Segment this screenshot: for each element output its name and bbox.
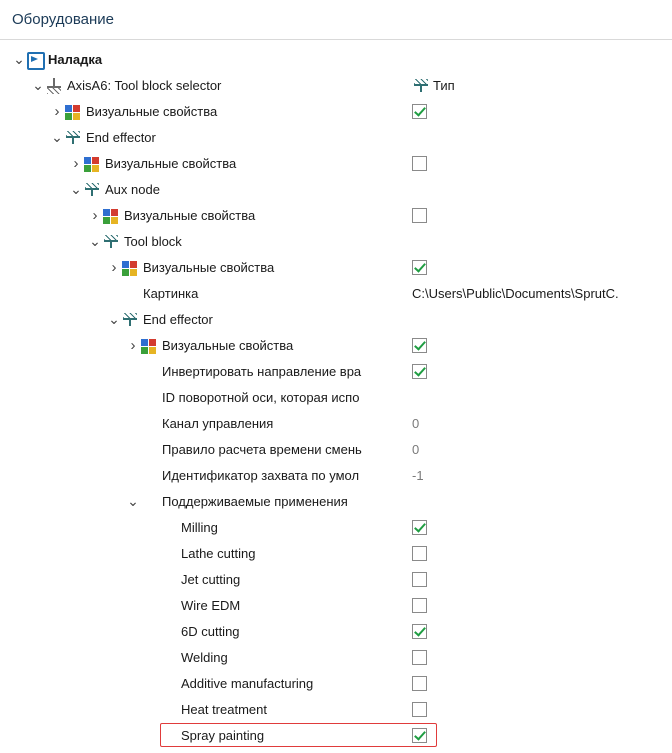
tree-row-label: Heat treatment xyxy=(181,701,267,717)
tree-row[interactable] xyxy=(0,124,672,150)
tree-row-value xyxy=(412,72,455,98)
tree-row-label: Wire EDM xyxy=(181,597,241,613)
tree-row[interactable] xyxy=(0,228,672,254)
tree-row[interactable] xyxy=(0,722,672,748)
tree-row-value[interactable] xyxy=(412,592,427,618)
color-square xyxy=(130,261,137,268)
twisty-spacer xyxy=(145,618,159,644)
tree-row-label: Aux node xyxy=(105,181,160,197)
twisty-spacer xyxy=(145,696,159,722)
tree-row-value[interactable] xyxy=(412,514,427,540)
checkbox-checked[interactable] xyxy=(412,520,427,535)
tree-row[interactable] xyxy=(0,566,672,592)
tree-row-value[interactable] xyxy=(412,410,419,436)
checkbox-checked[interactable] xyxy=(412,728,427,743)
tree-row-label: Визуальные свойства xyxy=(162,337,294,353)
tree-row-label: End effector xyxy=(143,311,213,327)
chevron-down-icon[interactable]: ⌄ xyxy=(108,311,120,327)
panel-header xyxy=(0,0,672,40)
effector-icon xyxy=(121,310,139,328)
tree-row-label-cell[interactable] xyxy=(0,124,156,150)
color-square xyxy=(73,113,80,120)
checkbox-checked[interactable] xyxy=(412,364,427,379)
spacer-icon xyxy=(159,700,177,718)
tree-row-value[interactable] xyxy=(412,670,427,696)
spacer-icon xyxy=(159,674,177,692)
tree-row-value[interactable] xyxy=(412,254,427,280)
color-square xyxy=(84,165,91,172)
spacer-icon xyxy=(159,544,177,562)
tree-row-label: Welding xyxy=(181,649,228,665)
tree-row-label: Поддерживаемые применения xyxy=(162,493,348,509)
tree-row-value[interactable] xyxy=(412,332,427,358)
tree-row-label-cell[interactable] xyxy=(0,488,348,514)
numeric-value: 0 xyxy=(412,415,420,431)
checkbox-checked[interactable] xyxy=(412,624,427,639)
setup-icon xyxy=(26,50,44,68)
effector-icon xyxy=(102,232,120,250)
tree-row[interactable] xyxy=(0,436,672,462)
tree-row-label-cell[interactable] xyxy=(0,202,255,228)
twisty-spacer xyxy=(126,384,140,410)
tree-row-label-cell[interactable] xyxy=(0,722,264,748)
checkbox-unchecked[interactable] xyxy=(412,208,427,223)
tree-row-label: Визуальные свойства xyxy=(105,155,237,171)
tree-row-value[interactable] xyxy=(412,280,619,306)
twisty-spacer xyxy=(126,358,140,384)
tree-row-label-cell[interactable] xyxy=(0,462,359,488)
color-square xyxy=(65,105,72,112)
tree-row-label-cell[interactable] xyxy=(0,358,361,384)
tree-row[interactable] xyxy=(0,696,672,722)
tree-row-label-cell[interactable] xyxy=(0,410,273,436)
tree-row-label: Визуальные свойства xyxy=(143,259,275,275)
color-square xyxy=(111,209,118,216)
tree-row[interactable] xyxy=(0,670,672,696)
tree-row-label-cell[interactable] xyxy=(0,618,240,644)
tree-row-label: Additive manufacturing xyxy=(181,675,314,691)
tree-row-value[interactable] xyxy=(412,202,427,228)
checkbox-unchecked[interactable] xyxy=(412,702,427,717)
tree-row-label-cell[interactable] xyxy=(0,566,240,592)
tree-row-label-cell[interactable] xyxy=(0,228,182,254)
tree-row-value[interactable] xyxy=(412,436,419,462)
twisty-spacer xyxy=(126,436,140,462)
twisty-spacer xyxy=(145,540,159,566)
tree-row-label: Lathe cutting xyxy=(181,545,256,561)
spacer-icon xyxy=(140,414,158,432)
tree-row-label: ID поворотной оси, которая испо xyxy=(162,389,360,405)
tree-row[interactable] xyxy=(0,410,672,436)
tree-row-label-cell[interactable] xyxy=(0,644,228,670)
tree-row[interactable] xyxy=(0,540,672,566)
tree-row-label: Tool block xyxy=(124,233,182,249)
chevron-down-icon[interactable]: ⌄ xyxy=(13,51,25,67)
tree-row[interactable] xyxy=(0,358,672,384)
twisty-spacer xyxy=(107,280,121,306)
tree-row-label-cell[interactable] xyxy=(0,670,313,696)
tree-row[interactable] xyxy=(0,202,672,228)
color-square xyxy=(149,339,156,346)
tree-row[interactable] xyxy=(0,98,672,124)
color-square xyxy=(84,157,91,164)
tree-row[interactable] xyxy=(0,254,672,280)
twisty-spacer xyxy=(145,722,159,748)
spacer-icon xyxy=(159,570,177,588)
chevron-down-icon[interactable]: ⌄ xyxy=(32,77,44,93)
color-square xyxy=(65,113,72,120)
tree-row-label-cell[interactable] xyxy=(0,176,160,202)
checkbox-unchecked[interactable] xyxy=(412,156,427,171)
tree-row[interactable] xyxy=(0,384,672,410)
tree-row-label: Визуальные свойства xyxy=(124,207,256,223)
tree-row-label-cell[interactable] xyxy=(0,540,255,566)
numeric-value: -1 xyxy=(412,467,424,483)
tree-row-value[interactable] xyxy=(412,566,427,592)
chevron-down-icon[interactable]: ⌄ xyxy=(70,181,82,197)
chevron-right-icon[interactable]: › xyxy=(92,206,98,224)
tree-row[interactable] xyxy=(0,46,672,72)
tree-row[interactable] xyxy=(0,618,672,644)
visual-props-icon xyxy=(121,260,139,276)
color-square xyxy=(130,269,137,276)
tree-row-label-cell[interactable] xyxy=(0,46,102,72)
spacer-icon xyxy=(140,388,158,406)
tree-row[interactable] xyxy=(0,306,672,332)
equipment-tree[interactable] xyxy=(0,40,672,748)
twisty-spacer xyxy=(145,670,159,696)
color-square xyxy=(111,217,118,224)
tree-row-value[interactable] xyxy=(412,722,427,748)
chevron-right-icon[interactable]: › xyxy=(54,102,60,120)
tree-row-label-cell[interactable] xyxy=(0,384,359,410)
spacer-icon xyxy=(159,648,177,666)
tree-row-label-cell[interactable] xyxy=(0,98,217,124)
spacer-icon xyxy=(121,284,139,302)
twisty-spacer xyxy=(126,462,140,488)
tree-row[interactable] xyxy=(0,592,672,618)
tree-row-label: Канал управления xyxy=(162,415,274,431)
effector-icon xyxy=(64,128,82,146)
tree-row-label: Наладка xyxy=(48,51,103,67)
spacer-icon xyxy=(140,440,158,458)
tree-row-label-cell[interactable] xyxy=(0,280,198,306)
checkbox-unchecked[interactable] xyxy=(412,676,427,691)
numeric-value: 0 xyxy=(412,441,420,457)
checkbox-checked[interactable] xyxy=(412,260,427,275)
chevron-right-icon[interactable]: › xyxy=(130,336,136,354)
spacer-icon xyxy=(159,596,177,614)
tree-row-value[interactable] xyxy=(412,150,427,176)
tree-row[interactable] xyxy=(0,150,672,176)
checkbox-unchecked[interactable] xyxy=(412,598,427,613)
axis-icon xyxy=(45,76,63,94)
tree-row-label-cell[interactable] xyxy=(0,306,213,332)
tree-row-label: Картинка xyxy=(143,285,199,301)
tree-row-label-cell[interactable] xyxy=(0,696,267,722)
color-square xyxy=(122,261,129,268)
chevron-right-icon[interactable]: › xyxy=(73,154,79,172)
tree-row-value[interactable] xyxy=(412,462,424,488)
tree-row[interactable] xyxy=(0,514,672,540)
spacer-icon xyxy=(140,362,158,380)
twisty-spacer xyxy=(145,566,159,592)
spacer-icon xyxy=(159,622,177,640)
checkbox-checked[interactable] xyxy=(412,338,427,353)
tree-row-label: Jet cutting xyxy=(181,571,241,587)
tree-row-label-cell[interactable] xyxy=(0,72,221,98)
twisty-spacer xyxy=(145,514,159,540)
tree-row-label-cell[interactable] xyxy=(0,150,236,176)
tree-row-value[interactable] xyxy=(412,696,427,722)
color-square xyxy=(92,165,99,172)
tree-row-value[interactable] xyxy=(412,618,427,644)
tree-row-label: End effector xyxy=(86,129,156,145)
tree-row-label-cell[interactable] xyxy=(0,332,293,358)
tree-row-value[interactable] xyxy=(412,358,427,384)
tree-row[interactable] xyxy=(0,176,672,202)
path-value: C:\Users\Public\Documents\SprutC. xyxy=(412,285,619,301)
checkbox-unchecked[interactable] xyxy=(412,572,427,587)
tree-row-label: Milling xyxy=(181,519,218,535)
chevron-down-icon[interactable]: ⌄ xyxy=(89,233,101,249)
color-square xyxy=(103,217,110,224)
twisty-spacer xyxy=(126,410,140,436)
tree-row-label: Spray painting xyxy=(181,727,265,743)
effector-icon xyxy=(83,180,101,198)
tree-row-label: Инвертировать направление вра xyxy=(162,363,362,379)
color-square xyxy=(103,209,110,216)
visual-props-icon xyxy=(140,338,158,354)
tree-row-value[interactable] xyxy=(412,644,427,670)
tree-row[interactable] xyxy=(0,72,672,98)
twisty-spacer xyxy=(145,592,159,618)
twisty-spacer xyxy=(145,644,159,670)
value-type-label: Тип xyxy=(433,77,455,93)
visual-props-icon xyxy=(64,104,82,120)
tree-row[interactable] xyxy=(0,332,672,358)
color-square xyxy=(73,105,80,112)
chevron-down-icon[interactable]: ⌄ xyxy=(127,493,139,509)
color-square xyxy=(92,157,99,164)
visual-props-icon xyxy=(102,208,120,224)
color-square xyxy=(149,347,156,354)
visual-props-icon xyxy=(83,156,101,172)
color-square xyxy=(141,339,148,346)
spacer-icon xyxy=(159,726,177,744)
checkbox-unchecked[interactable] xyxy=(412,546,427,561)
tree-row[interactable] xyxy=(0,644,672,670)
tree-row-label: AxisA6: Tool block selector xyxy=(67,77,222,93)
tree-row-label-cell[interactable] xyxy=(0,436,362,462)
page-title: Оборудование xyxy=(12,11,115,28)
tree-row-value[interactable] xyxy=(412,540,427,566)
checkbox-unchecked[interactable] xyxy=(412,650,427,665)
tree-row-label: Визуальные свойства xyxy=(86,103,218,119)
checkbox-checked[interactable] xyxy=(412,104,427,119)
tree-row[interactable] xyxy=(0,280,672,306)
tree-row-label: 6D cutting xyxy=(181,623,240,639)
tree-row-value[interactable] xyxy=(412,98,427,124)
spacer-icon xyxy=(159,518,177,536)
tree-row-label: Правило расчета времени смень xyxy=(162,441,362,457)
effector-icon xyxy=(412,76,430,94)
chevron-right-icon[interactable]: › xyxy=(111,258,117,276)
spacer-icon xyxy=(140,492,158,510)
color-square xyxy=(122,269,129,276)
spacer-icon xyxy=(140,466,158,484)
tree-row-label-cell[interactable] xyxy=(0,592,240,618)
tree-row-label: Идентификатор захвата по умол xyxy=(162,467,360,483)
color-square xyxy=(141,347,148,354)
tree-row[interactable] xyxy=(0,462,672,488)
chevron-down-icon[interactable]: ⌄ xyxy=(51,129,63,145)
tree-row-label-cell[interactable] xyxy=(0,254,274,280)
tree-row-label-cell[interactable] xyxy=(0,514,218,540)
tree-row[interactable] xyxy=(0,488,672,514)
